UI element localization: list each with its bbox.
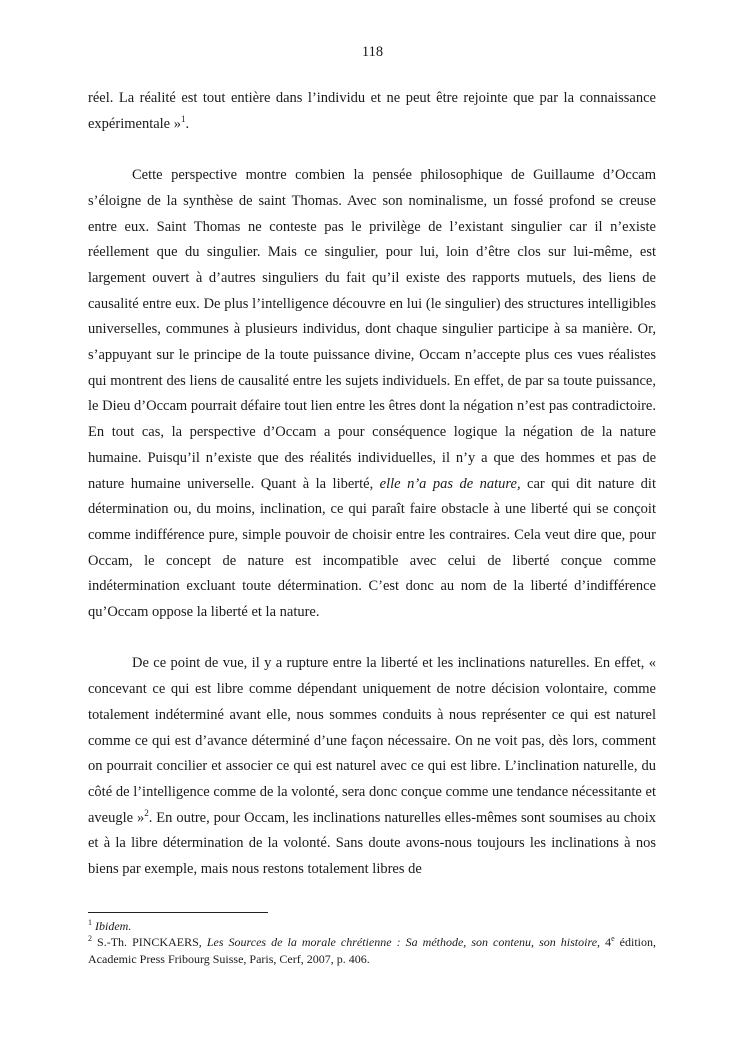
footnote-2-author: S.-Th. PINCKAERS, (92, 935, 207, 950)
paragraph-2-text-a: Cette perspective montre combien la pensée philosophique de Guillaume d’Occam s’éloigne de la synthèse de saint Thomas. Avec son nominalisme, un fossé profond se creuse entre eux. Saint Thomas ne conteste pas le privilège de l’existant singulier car il n’existe réellement que du singulier. Mais ce singulier, pour lui, loin d’être clos sur lui-même, est largement ouvert à d’autres singuliers du fait qu’il existe des rapports mutuels, des liens de causalité entre eux. De plus l’intelligence découvre en lui (le singulier) des structures intelligibles universelles, communes à plusieurs individus, dont chaque singulier participe à sa manière. Or, s’appuyant sur le principe de la toute puissance divine, Occam n’accepte plus ces vues réalistes qui montrent des liens de causalité entre les sujets individuels. En effet, de par sa toute puissance, le Dieu d’Occam pourrait défaire tout lien entre les êtres dont la négation n’est pas contradictoire. En tout cas, la perspective d’Occam a pour conséquence logique la négation de la nature humaine. Puisqu’il n’existe que des réalités individuelles, il n’y a que des hommes et pas de nature humaine universelle. Quant à la liberté, (88, 167, 656, 492)
footnote-ref-1[interactable]: 1 (181, 113, 186, 124)
footnote-ref-2[interactable]: 2 (144, 807, 149, 818)
footnote-separator (88, 912, 268, 913)
footnote-2-edition-suffix: e (611, 934, 615, 944)
footnote-2-publisher: édition, Academic Press Fribourg Suisse, Paris, Cerf, 2007, p. 406. (88, 935, 657, 966)
footnote-2-title: Les Sources de la morale chrétienne : Sa méthode, son contenu, son histoire, (206, 935, 601, 950)
paragraph-2-text-b: car qui dit nature dit détermination ou, du moins, inclination, ce qui paraît faire obstacle à une liberté qui se conçoit comme indifférence pure, simple pouvoir de choisir entre les contraires. Cela veut dire que, pour Occam, le concept de nature est incompatible avec celui de liberté conçue comme indétermination excluant toute détermination. C’est donc au nom de la liberté d’indifférence qu’Occam oppose la liberté et la nature. (88, 475, 656, 621)
footnote-1-text: Ibidem. (95, 919, 132, 933)
paragraph-2-italic: elle n’a pas de nature, (379, 475, 521, 492)
footnote-2 (88, 934, 656, 967)
footnote-2-number: 2 (88, 934, 92, 944)
paragraph-1-text: réel. La réalité est tout entière dans l’individu et ne peut être rejointe que par la connaissance expérimentale » (88, 90, 656, 132)
footnote-1 (88, 918, 656, 934)
footnotes (88, 918, 656, 967)
paragraph-1 (88, 86, 656, 137)
paragraph-1-tail: . (185, 115, 190, 132)
paragraph-2 (88, 163, 656, 626)
paragraph-3-text-a: De ce point de vue, il y a rupture entre la liberté et les inclinations naturelles. En effet, « concevant ce qui est libre comme dépendant uniquement de notre décision volontaire, comme totalement indéterminé avant elle, nous sommes conduits à nous représenter ce qui est naturel comme ce qui est d’avance déterminé d’une façon nécessaire. On ne voit pas, dès lors, comment on pourrait concilier et associer ce qui est naturel avec ce qui est libre. L’inclination naturelle, du côté de l’intelligence comme de la volonté, sera donc conçue comme une tendance nécessitante et aveugle » (88, 655, 656, 826)
body-text (88, 86, 656, 883)
footnote-2-edition: 4 (600, 935, 612, 950)
paragraph-3 (88, 651, 656, 882)
paragraph-3-text-b: . En outre, pour Occam, les inclinations naturelles elles-mêmes sont soumises au choix et à la libre détermination de la volonté. Sans doute avons-nous toujours les inclinations à nos biens par exemple, mais nous restons totalement libres de (88, 809, 656, 878)
page-number: 118 (361, 44, 384, 60)
footnote-1-number: 1 (88, 918, 92, 927)
